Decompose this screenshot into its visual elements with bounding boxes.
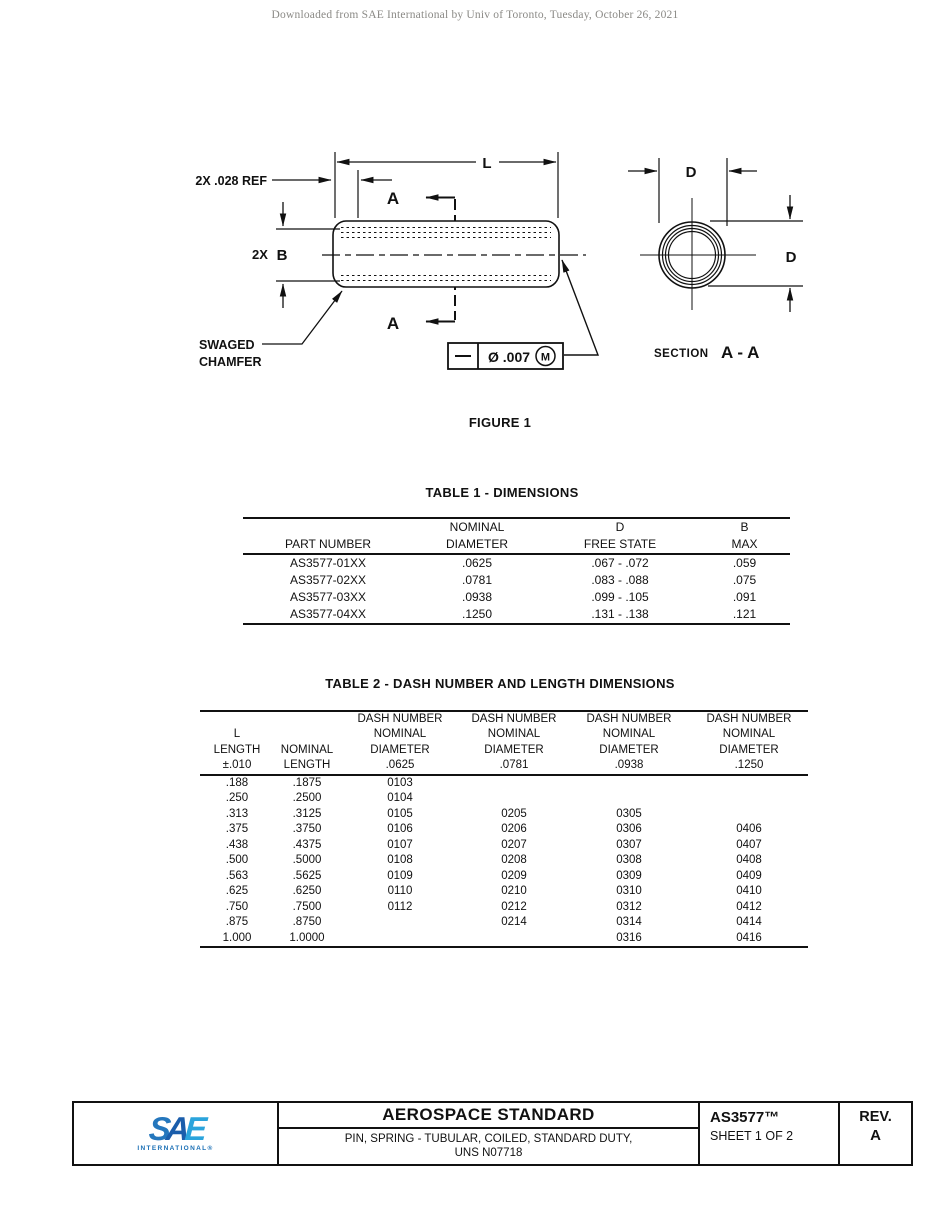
fcf-mmc: M bbox=[540, 351, 551, 364]
table2-row: .875 .8750 0214 0314 0414 bbox=[225, 916, 762, 929]
doc-subtitle-line1: PIN, SPRING - TUBULAR, COILED, STANDARD DUTY, bbox=[344, 1133, 633, 1145]
label-swaged: SWAGED bbox=[199, 338, 255, 352]
table1-row: AS3577-02XX .0781 .083 - .088 .075 bbox=[289, 573, 757, 587]
table1-header-row: PART NUMBER DIAMETER FREE STATE MAX bbox=[284, 537, 758, 551]
dimension-L bbox=[335, 152, 558, 218]
table1-header bbox=[243, 519, 790, 553]
table2-row: .625 .6250 0110 0210 0310 0410 bbox=[225, 885, 762, 898]
swaged-chamfer-leader bbox=[262, 291, 342, 344]
doc-number: AS3577™ bbox=[710, 1109, 780, 1126]
doc-subtitle bbox=[279, 1129, 698, 1160]
fcf-leader bbox=[562, 260, 598, 355]
title-block bbox=[72, 1101, 913, 1166]
rev-label: REV. bbox=[859, 1109, 892, 1125]
table1 bbox=[243, 517, 790, 625]
table2-header bbox=[200, 712, 808, 774]
table2-header-row: LENGTH NOMINAL DIAMETER DIAMETER DIAMETER DIAMETER bbox=[213, 743, 779, 756]
label-A-top: A bbox=[386, 189, 400, 208]
sae-logo-letters: SAE bbox=[147, 1110, 204, 1147]
title-block-title-cell bbox=[277, 1103, 698, 1164]
table2-row: .500 .5000 0108 0208 0308 0408 bbox=[225, 854, 762, 867]
label-B: B bbox=[276, 247, 288, 264]
pin-body bbox=[322, 221, 586, 287]
label-D-side: D bbox=[785, 249, 797, 266]
figure-caption: FIGURE 1 bbox=[468, 415, 532, 430]
table2-row: 1.000 1.0000 0316 0416 bbox=[222, 931, 762, 944]
title-block-rev-cell bbox=[838, 1103, 911, 1164]
table2-body bbox=[200, 776, 808, 947]
label-ref: 2X .028 REF bbox=[195, 174, 267, 188]
figure-1-drawing bbox=[150, 140, 830, 400]
table2-header-row: ±.010 LENGTH .0625 .0781 .0938 .1250 bbox=[222, 759, 764, 772]
table2 bbox=[200, 710, 808, 948]
table1-row: AS3577-03XX .0938 .099 - .105 .091 bbox=[289, 590, 757, 604]
section-name: A - A bbox=[721, 343, 760, 362]
table2-row: .563 .5625 0109 0209 0309 0409 bbox=[225, 869, 762, 882]
table1-row: AS3577-04XX .1250 .131 - .138 .121 bbox=[289, 607, 757, 621]
table2-row: .438 .4375 0107 0207 0307 0407 bbox=[225, 838, 762, 851]
title-block-number-cell bbox=[698, 1103, 838, 1164]
doc-subtitle-line2: UNS N07718 bbox=[454, 1147, 523, 1159]
label-A-bottom: A bbox=[386, 314, 400, 333]
fcf-tolerance: Ø .007 bbox=[487, 349, 531, 365]
doc-type: AEROSPACE STANDARD bbox=[279, 1103, 698, 1129]
download-watermark: Downloaded from SAE International by Univ of Toronto, Tuesday, October 26, 2021 bbox=[271, 9, 679, 21]
sae-logo bbox=[74, 1103, 277, 1164]
table1-row: AS3577-01XX .0625 .067 - .072 .059 bbox=[289, 556, 757, 570]
rev-value: A bbox=[870, 1127, 881, 1144]
section-label: SECTION bbox=[654, 348, 709, 360]
label-chamfer: CHAMFER bbox=[199, 355, 262, 369]
table2-row: .375 .3750 0106 0206 0306 0406 bbox=[225, 823, 762, 836]
table1-title: TABLE 1 - DIMENSIONS bbox=[425, 485, 579, 500]
sheet-number: SHEET 1 OF 2 bbox=[710, 1129, 794, 1143]
table1-header-row: NOMINAL D B bbox=[449, 520, 749, 534]
table1-body bbox=[243, 555, 790, 623]
table2-row: .313 .3125 0105 0205 0305 bbox=[225, 807, 642, 820]
sae-logo-subtext: INTERNATIONAL® bbox=[137, 1145, 214, 1152]
title-block-logo-cell bbox=[74, 1103, 277, 1164]
dimension-chamfer-ref bbox=[272, 170, 392, 218]
table1-bottom-rule bbox=[243, 623, 790, 625]
section-view-coil bbox=[640, 198, 756, 310]
label-L: L bbox=[482, 155, 492, 172]
table2-header-row: L NOMINAL NOMINAL NOMINAL NOMINAL bbox=[233, 728, 776, 741]
table2-row: .750 .7500 0112 0212 0312 0412 bbox=[225, 900, 762, 913]
label-2x: 2X bbox=[252, 247, 268, 262]
table2-row: .188 .1875 0103 bbox=[225, 776, 413, 789]
table2-row: .250 .2500 0104 bbox=[225, 792, 413, 805]
table2-title: TABLE 2 - DASH NUMBER AND LENGTH DIMENSIONS bbox=[325, 676, 675, 691]
table2-header-row: DASH NUMBER DASH NUMBER DASH NUMBER DASH NUMBER bbox=[357, 713, 792, 725]
label-D-top: D bbox=[685, 164, 697, 181]
table2-bottom-rule bbox=[200, 946, 808, 948]
